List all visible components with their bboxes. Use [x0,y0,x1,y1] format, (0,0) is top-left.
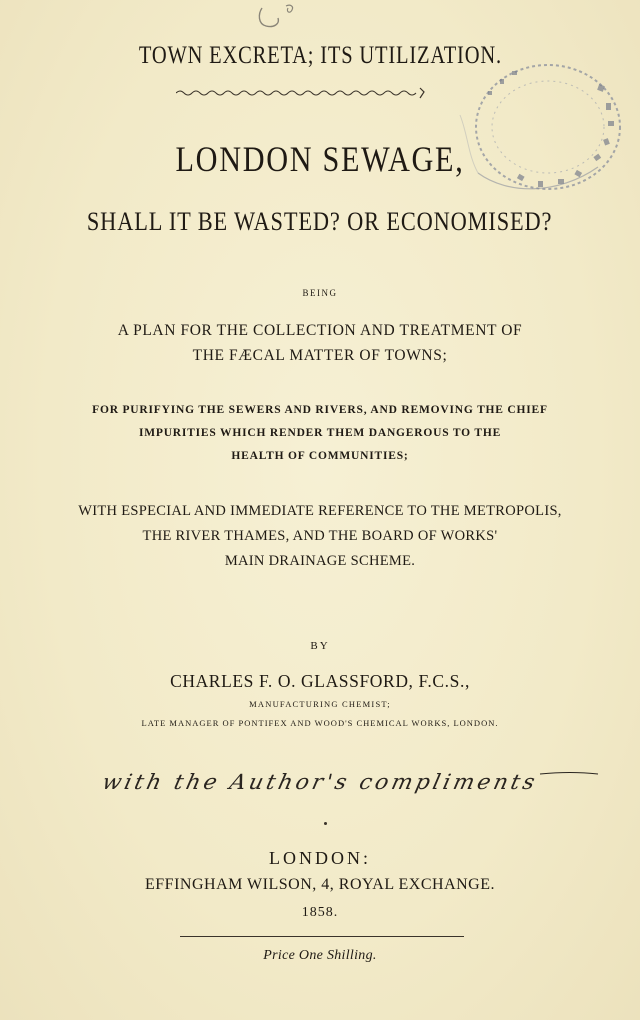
pencil-mark-icon [250,0,310,36]
imprint-place: LONDON: [269,848,371,868]
plan-line-1: A PLAN FOR THE COLLECTION AND TREATMENT OF [117,322,523,339]
title-line-1: TOWN EXCRETA; ITS UTILIZATION. [138,42,502,69]
author-name: CHARLES F. O. GLASSFORD, F.C.S., [170,671,470,691]
by-label: BY [310,640,330,652]
imprint-year: 1858. [301,905,339,920]
reference-line-2: THE RIVER THAMES, AND THE BOARD OF WORKS' [142,528,498,544]
author-title-1: MANUFACTURING CHEMIST; [249,699,391,709]
purpose-line-2: IMPURITIES WHICH RENDER THEM DANGEROUS TO THE [138,427,502,439]
price-divider [180,936,464,937]
reference-line-1: WITH ESPECIAL AND IMMEDIATE REFERENCE TO THE METROPOLIS, [78,503,562,519]
handwritten-inscription: with the Author's compliments [99,770,541,794]
library-stamp-icon [448,55,628,205]
imprint-publisher: EFFINGHAM WILSON, 4, ROYAL EXCHANGE. [145,876,495,893]
author-title-2: LATE MANAGER OF PONTIFEX AND WOOD'S CHEMICAL WORKS, LONDON. [141,718,499,728]
ink-dot [324,822,327,825]
purpose-line-1: FOR PURIFYING THE SEWERS AND RIVERS, AND REMOVING THE CHIEF [92,404,548,416]
plan-line-2: THE FÆCAL MATTER OF TOWNS; [192,347,448,364]
title-line-3: SHALL IT BE WASTED? OR ECONOMISED? [87,207,553,236]
being-label: BEING [302,288,338,298]
purpose-line-3: HEALTH OF COMMUNITIES; [231,450,409,462]
reference-line-3: MAIN DRAINAGE SCHEME. [224,553,416,569]
pen-flourish-icon [180,768,600,802]
price-label: Price One Shilling. [263,948,377,963]
title-line-2: LONDON SEWAGE, [175,139,465,179]
wavy-rule-icon [176,86,432,100]
